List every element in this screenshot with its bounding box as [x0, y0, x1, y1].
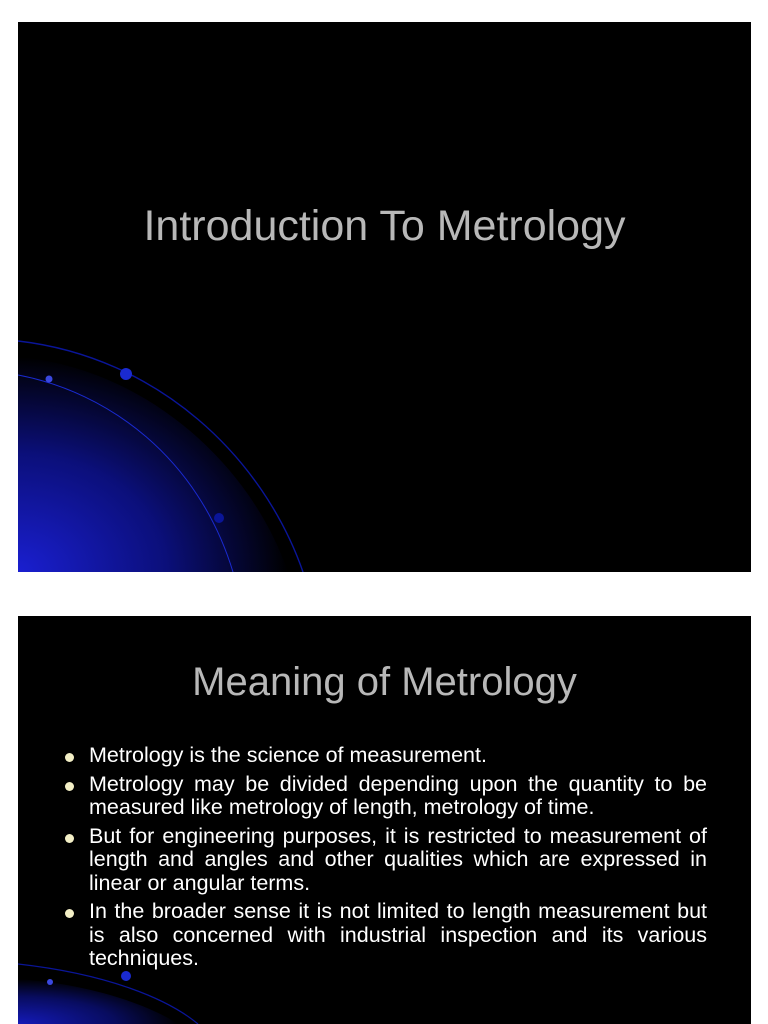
bullet-item	[62, 900, 707, 971]
bullet-item	[62, 744, 707, 768]
content-slide	[18, 616, 751, 1024]
bullet-text: Metrology may be divided depending upon the quantity to be measured like metrology of length, metrology of time.	[89, 771, 707, 819]
bullet-item	[62, 773, 707, 820]
title-slide	[18, 22, 751, 572]
bullet-dot-icon	[65, 753, 74, 762]
slide-title: Meaning of Metrology	[192, 660, 577, 704]
bullet-list	[62, 744, 707, 976]
bullet-text: Metrology is the science of measurement.	[89, 743, 487, 767]
bullet-text: In the broader sense it is not limited to length measurement but is also concerned with industrial inspection and its various techniques.	[89, 899, 707, 970]
slide-title: Introduction To Metrology	[143, 202, 626, 250]
bullet-dot-icon	[65, 834, 74, 843]
blue-arc-decoration	[18, 337, 318, 572]
bullet-item	[62, 825, 707, 896]
bullet-dot-icon	[65, 909, 74, 918]
bullet-text: But for engineering purposes, it is restricted to measurement of length and angles and other qualities which are expressed in linear or angular terms.	[89, 823, 707, 895]
bullet-dot-icon	[65, 782, 74, 791]
